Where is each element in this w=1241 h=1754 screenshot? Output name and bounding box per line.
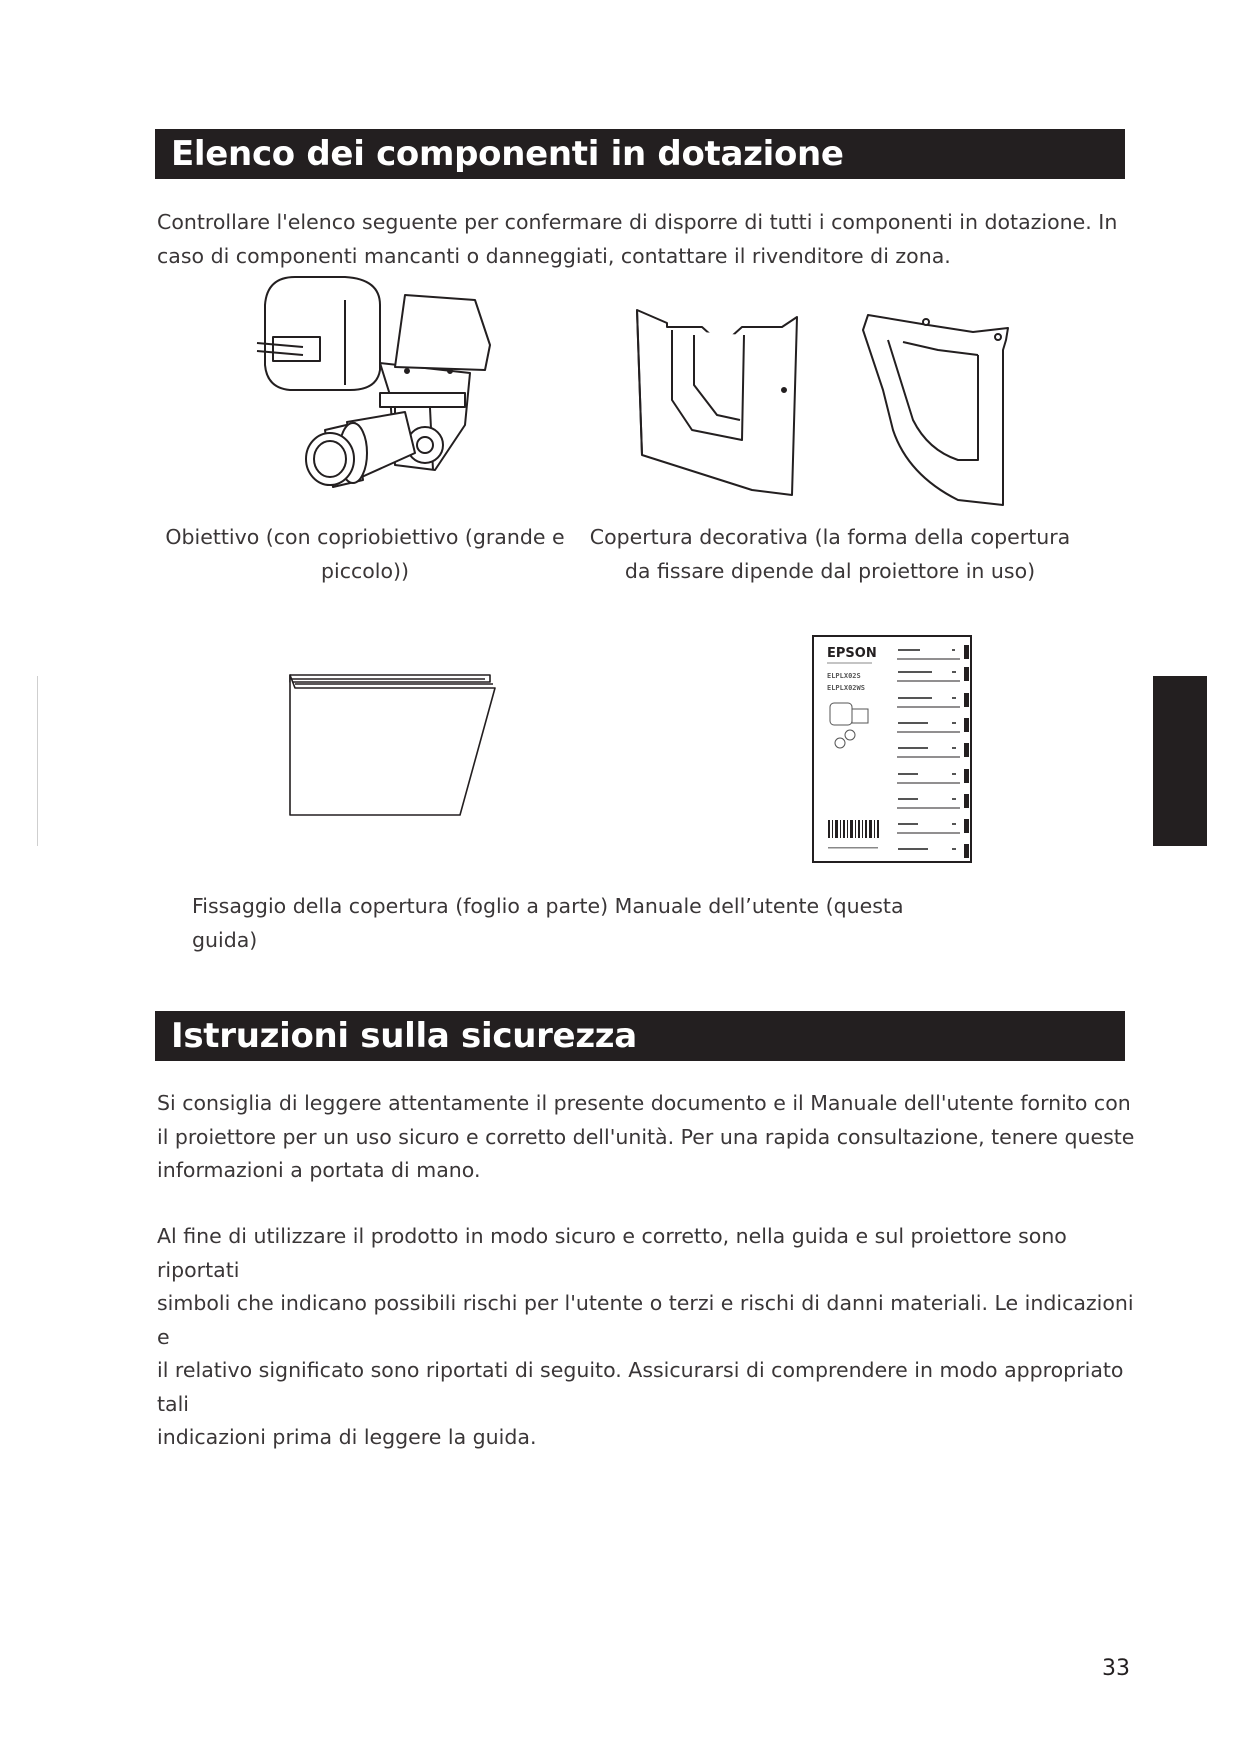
page-edge-line <box>37 676 38 846</box>
safety-paragraph-1 <box>157 1087 1137 1188</box>
text-line: informazioni a portata di mano. <box>157 1158 481 1182</box>
manual-model-1: ELPLX02S <box>827 672 861 680</box>
section-title: Istruzioni sulla sicurezza <box>171 1016 637 1056</box>
caption-line: da fissare dipende dal proiettore in uso) <box>624 558 1036 583</box>
caption-cover <box>580 521 1080 588</box>
intro-line: caso di componenti mancanti o danneggiati, contattare il rivenditore di zona. <box>157 243 951 268</box>
safety-paragraph-2 <box>157 1220 1137 1455</box>
caption-fixing-and-manual: Fissaggio della copertura (foglio a parte) Manuale dell’utente (questa guida) <box>192 894 904 952</box>
caption-line: Obiettivo (con copriobiettivo (grande e <box>165 525 565 549</box>
section-title: Elenco dei componenti in dotazione <box>171 134 844 174</box>
text-line: Si consiglia di leggere attentamente il presente documento e il Manuale dell'utente fornito con <box>157 1091 1131 1115</box>
text-line: Al fine di utilizzare il prodotto in modo sicuro e corretto, nella guida e sul proiettore sono riportati <box>157 1224 1067 1282</box>
user-manual-thumbnail <box>812 635 972 865</box>
text-line: indicazioni prima di leggere la guida. <box>157 1425 537 1449</box>
caption-line: piccolo)) <box>320 558 410 583</box>
text-line: il relativo significato sono riportati di seguito. Assicurarsi di comprendere in modo appropriato tali <box>157 1358 1124 1416</box>
fixing-sheet-illustration <box>285 670 500 820</box>
section-header-components <box>155 129 1125 179</box>
cover-illustration-flat <box>632 305 802 505</box>
text-line: simboli che indicano possibili rischi per l'utente o terzi e rischi di danni materiali. Le indicazioni e <box>157 1291 1134 1349</box>
section-header-safety <box>155 1011 1125 1061</box>
page-number: 33 <box>1102 1656 1130 1681</box>
lens-illustration <box>255 275 505 515</box>
caption-line: Copertura decorativa (la forma della copertura <box>589 525 1071 549</box>
intro-paragraph <box>157 206 1137 273</box>
manual-model-2: ELPLX02WS <box>827 684 865 692</box>
intro-line: Controllare l'elenco seguente per confermare di disporre di tutti i componenti in dotazione. In <box>157 210 1118 234</box>
language-tab-marker <box>1153 676 1207 846</box>
cover-illustration-curved <box>858 310 1018 510</box>
caption-lens <box>155 521 575 588</box>
manual-brand: EPSON <box>827 646 877 661</box>
text-line: il proiettore per un uso sicuro e corretto dell'unità. Per una rapida consultazione, tenere queste <box>157 1124 1135 1149</box>
